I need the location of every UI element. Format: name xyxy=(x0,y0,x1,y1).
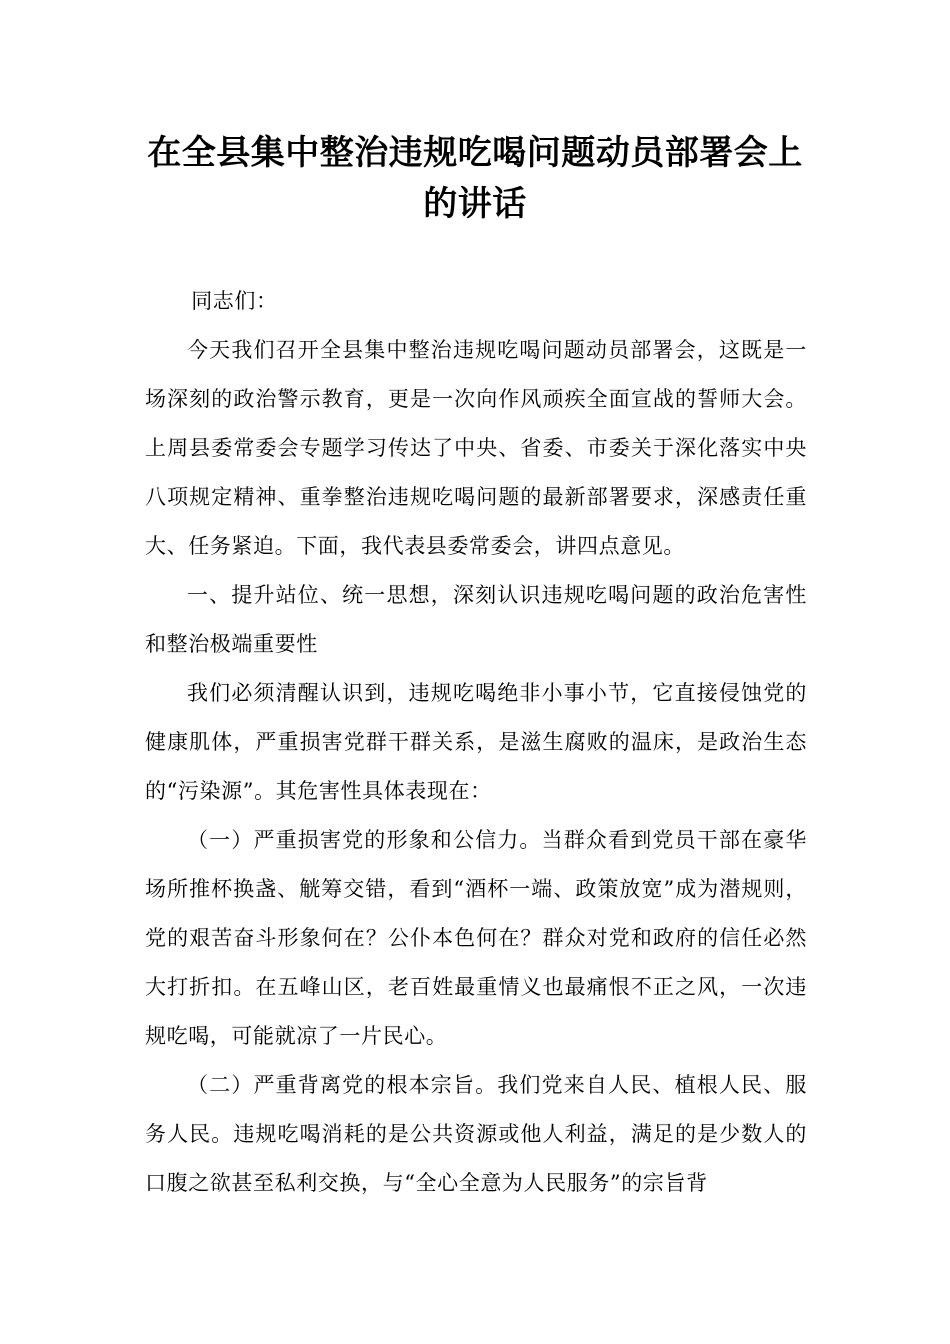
paragraph-intro: 今天我们召开全县集中整治违规吃喝问题动员部署会，这既是一场深刻的政治警示教育，更是一次向作风顽疾全面宣战的誓师大会。上周县委常委会专题学习传达了中央、省委、市委关于深化落实中央八项规定精神、重拳整治违规吃喝问题的最新部署要求，深感责任重大、任务紧迫。下面，我代表县委常委会，讲四点意见。 xyxy=(145,338,807,558)
paragraph-point-2: （二）严重背离党的根本宗旨。我们党来自人民、植根人民、服务人民。违规吃喝消耗的是公共资源或他人利益，满足的是少数人的口腹之欲甚至私利交换，与“全心全意为人民服务”的宗旨背 xyxy=(145,1073,807,1195)
section-heading-1: 一、提升站位、统一思想，深刻认识违规吃喝问题的政治危害性和整治极端重要性 xyxy=(145,583,807,656)
paragraph-point-1: （一）严重损害党的形象和公信力。当群众看到党员干部在豪华场所推杯换盏、觥筹交错，看到“酒杯一端、政策放宽”成为潜规则，党的艰苦奋斗形象何在？公仆本色何在？群众对党和政府的信任必然大打折扣。在五峰山区，老百姓最重情义也最痛恨不正之风，一次违规吃喝，可能就凉了一片民心。 xyxy=(145,828,807,1048)
greeting: 同志们： xyxy=(191,289,278,313)
document-body xyxy=(145,277,807,1208)
paragraph-section-1: 我们必须清醒认识到，违规吃喝绝非小事小节，它直接侵蚀党的健康肌体，严重损害党群干群关系，是滋生腐败的温床，是政治生态的“污染源”。其危害性具体表现在： xyxy=(145,681,807,803)
document-title: 在全县集中整治违规吃喝问题动员部署会上的讲话 xyxy=(147,133,803,224)
